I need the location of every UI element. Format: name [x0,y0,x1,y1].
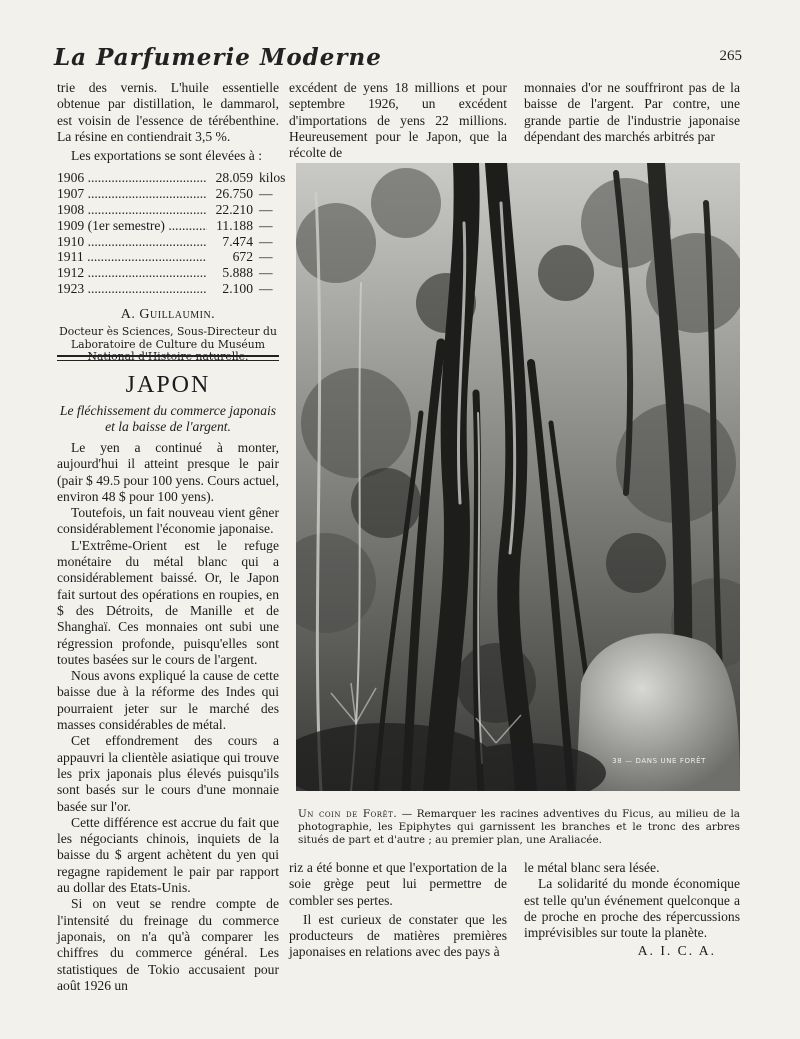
caption-text: — Remarquer les racines adventives du Ficus, au milieu de la photographie, les Epiphytes qui garnissent les branches et le tronc des arbres situés de part et d'autre ; au premier plan, une Araliacée. [298,808,740,846]
column-2-top [289,80,507,161]
column-3-top [524,80,740,145]
column-3-bottom [524,860,740,960]
column-1-body [57,440,279,994]
exports-unit: — [259,249,273,265]
masthead-title: La Parfumerie Moderne [54,44,382,71]
section-subtitle: Le fléchissement du commerce japonais et la baisse de l'argent. [59,403,277,434]
exports-value: 7.474 [222,233,253,249]
author-credentials: Docteur ès Sciences, Sous-Directeur du Laboratoire de Culture du Muséum National d'Histoire naturelle. [59,325,277,363]
exports-row [57,186,279,202]
exports-unit: — [259,265,273,281]
exports-row [57,265,279,281]
page-number: 265 [719,48,742,64]
column-1-top [57,80,286,363]
paragraph: riz a été bonne et que l'exportation de la soie grège peut lui permettre de combler ses pertes. [289,860,507,908]
exports-year: 1908 ..... [57,202,207,218]
exports-unit: — [259,233,273,249]
exports-unit: — [259,281,273,297]
exports-value: 22.210 [215,202,253,218]
paragraph: Nous avons expliqué la cause de cette baisse due à la réforme des Indes qui pourraient jeter sur le marché des masses considérables de métal. [57,668,279,733]
exports-value: 672 [232,249,253,265]
exports-value: 26.750 [215,186,253,202]
paragraph: Il est curieux de constater que les producteurs de matières premières japonaises en relations avec des pays à [289,911,507,960]
paragraph: Cette différence est accrue du fait que les négociants chinois, inquiets de la baisse du $ argent achètent du yen qui regagne rapidement le pair par rapport au dollar des Etats-Unis. [57,814,279,896]
exports-unit: kilos [259,170,286,186]
paragraph: La solidarité du monde économique est telle qu'un événement quelconque a de proche en proche des répercussions imprévisibles sur toute la planète. [524,876,740,941]
exports-unit: — [259,217,273,233]
exports-value: 2.100 [222,281,253,297]
section-title: JAPON [125,372,211,398]
paragraph: trie des vernis. L'huile essentielle obtenue par distillation, le dammarol, est voisin de l'essence de térébenthine. La résine en contiendrait 3,5 %. [57,80,279,144]
exports-row [57,234,279,250]
author-name: A. Guillaumin. [120,306,216,322]
exports-unit: — [259,202,273,218]
exports-row [57,170,286,186]
exports-year: 1910 ..... [57,234,207,250]
exports-year: 1923 ..... [57,281,207,297]
paragraph: excédent de yens 18 millions et pour septembre 1926, un excédent d'importations de yens 22 millions. Heureusement pour le Japon, que la récolte de [289,80,507,161]
paragraph: Cet effondrement des cours a appauvri la clientèle asiatique qui trouve les prix japonais plus élevés puisqu'ils sont basés sur le cours d'une monnaie basée sur l'or. [57,733,279,814]
section-divider [57,355,279,357]
exports-value: 28.059 [215,170,253,186]
signature: A. I. C. A. [637,943,716,959]
column-2-bottom [289,860,507,961]
forest-image [296,163,740,791]
exports-year: 1909 (1er semestre) ..... [57,218,207,234]
section-divider-thin [57,360,279,361]
paragraph: Toutefois, un fait nouveau vient gêner considérablement l'économie japonaise. [57,505,279,537]
photo-caption [298,808,740,847]
paragraph: Les exportations se sont élevées à : [71,148,263,164]
paragraph: monnaies d'or ne souffriront pas de la baisse de l'argent. Par contre, une grande partie de l'industrie japonaise dépendant des marchés arbitrés par [524,80,740,144]
exports-row [57,249,279,265]
exports-year: 1906 ..... [57,170,207,186]
paragraph: Le yen a continué à monter, aujourd'hui il atteint presque le pair (pair $ 49.5 pour 100 yens. Cours actuel, environ 48 $ pour 100 yens). [57,440,279,504]
photo-label: 38 — DANS UNE FORÊT [612,757,706,765]
forest-photograph [296,163,740,791]
exports-year: 1907 ..... [57,186,207,202]
exports-value: 5.888 [222,265,253,281]
exports-unit: — [259,186,273,202]
exports-table [57,170,286,297]
caption-lead: Un coin de Forêt. [298,808,398,820]
exports-row [57,218,279,234]
masthead [52,44,742,74]
exports-year: 1912 ..... [57,265,207,281]
exports-row [57,202,279,218]
paragraph: L'Extrême-Orient est le refuge monétaire du métal blanc qui a considérablement baissé. Or, le Japon fait surtout des opérations en roupies, en $ des Détroits, de Manille et de Shanghaï. Ces monnaies ont subi une régression profonde, puisqu'elles sont toutes basées sur le cours de l'argent. [57,537,279,667]
exports-year: 1911 ..... [57,249,207,265]
paragraph: Si on veut se rendre compte de l'intensité du freinage du commerce japonais, on n'a qu'à comparer les chiffres du commerce général. Les statistiques de Tokio accusaient pour août 1926 un [57,896,279,993]
exports-value: 11.188 [216,217,253,233]
exports-row [57,281,279,297]
paragraph: le métal blanc sera lésée. [524,860,660,875]
